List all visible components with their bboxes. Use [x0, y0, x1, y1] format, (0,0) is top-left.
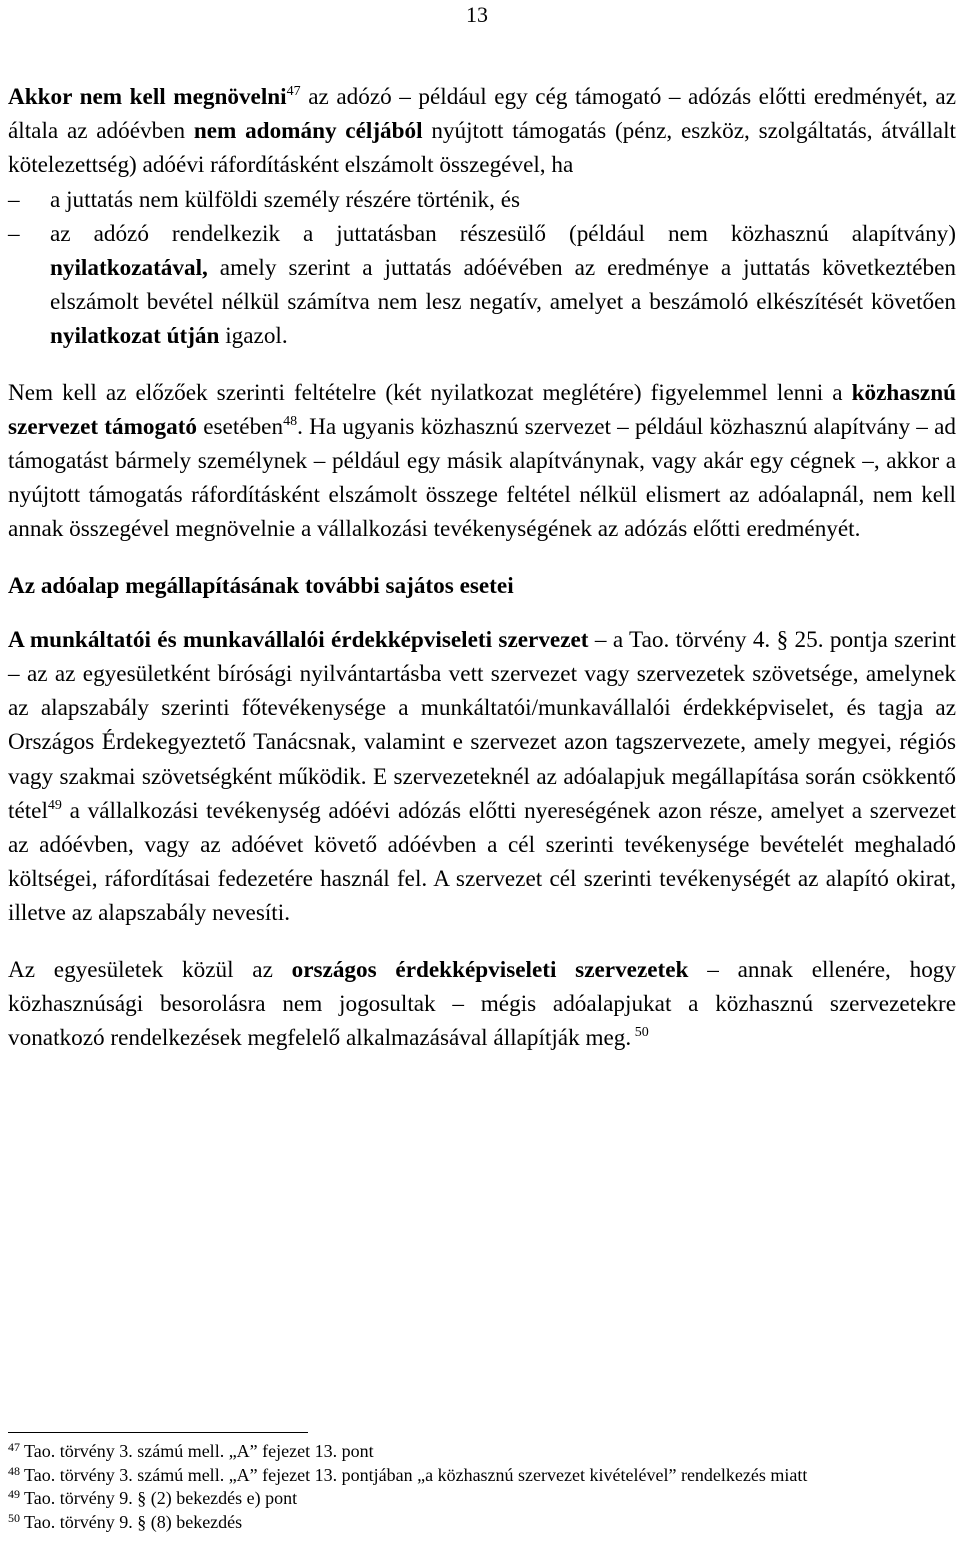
- footnote-separator: [8, 1432, 308, 1433]
- footnote-ref-48[interactable]: 48: [283, 413, 298, 429]
- list-item: – az adózó rendelkezik a juttatásban részesülő (például nem közhasznú alapítvány) nyilatkozatával, amely szerint a juttatás adóévében az eredménye a juttatás következtében elszámolt bevétel nélkül számítva nem lesz negatív, amelyet a beszámoló elkészítését követően nyilatkozat útján igazol.: [8, 217, 956, 354]
- paragraph-1: Akkor nem kell megnövelni$^{47}$ az adózó – például egy cég támogató – adózás előtti eredményét, az általa az adóévben nem adomány céljából nyújtott támogatás (pénz, eszköz, szolgáltatás, átvállalt kötelezettség) adóévi ráfordításként elszámolt összegével, ha: [8, 84, 956, 179]
- dash-bullet: –: [8, 220, 20, 247]
- footnotes: [8, 1440, 956, 1534]
- footnote-ref-47[interactable]: 47: [286, 84, 301, 99]
- paragraph-4: Az egyesületek közül az országos érdekképviseleti szervezetek – annak ellenére, hogy közhasznúsági besorolásra nem jogosultak – mégis adóalapjukat a közhasznú szervezetekre vonatkozó rendelkezések megfelelő alkalmazásával állapítják meg. $^{50}$: [8, 956, 956, 1052]
- condition-list: [8, 183, 956, 354]
- footnote: $^{50}$ Tao. törvény 9. § (8) bekezdés: [8, 1510, 243, 1532]
- footnote: $^{49}$ Tao. törvény 9. § (2) bekezdés e) pont: [8, 1487, 298, 1508]
- footnote-ref-49[interactable]: 49: [47, 797, 62, 813]
- paragraph-2: Nem kell az előzőek szerinti feltételre (két nyilatkozat meglétére) figyelemmel lenni a közhasznú szervezet támogató esetében$^{48}$. Ha ugyanis közhasznú szervezet – például közhasznú alapítvány – ad támogatást bármely személynek – például egy másik alapítványnak, vagy akár egy cégnek –, akkor a nyújtott támogatás ráfordításként elszámolt összege feltétel nélkül elismert az adóalapnál, nem kell annak összegével megnövelnie a vállalkozási tevékenységének az adózás előtti eredményét.: [8, 379, 956, 543]
- footnote-ref-50[interactable]: 50: [631, 1025, 649, 1041]
- bold-nem-adomany: nem adomány céljából: [193, 118, 423, 145]
- section-heading: Az adóalap megállapításának további sajátos esetei: [8, 572, 514, 599]
- paragraph-3: A munkáltatói és munkavállalói érdekképviseleti szervezet – a Tao. törvény 4. § 25. pontja szerint – az az egyesületként bírósági nyilvántartásba vett szervezet vagy szervezetek szövetsége, amelynek az alapszabály szerinti főtevékenysége a munkáltatói/munkavállalói érdekképviselet, és tagja az Országos Érdekegyeztető Tanácsnak, valamint e szervezet azon tagszervezete, amely megyei, régiós vagy szakmai szövetségként működik. E szervezeteknél az adóalapjuk megállapítása során csökkentő tétel$^{49}$ a vállalkozási tevékenység adóévi adózás előtti nyereségének azon része, amelyet a szervezet az adóévben, vagy az adóévet követő adóévben a cél szerinti tevékenysége bevételét meghaladó költségei, ráfordításai fedezetére használ fel. A szervezet cél szerinti tevékenységét az alapító okirat, illetve az alapszabály nevesíti.: [8, 626, 956, 927]
- document-body: [8, 80, 956, 1055]
- bold-lead: Akkor nem kell megnövelni: [8, 84, 287, 110]
- footnote: $^{48}$ Tao. törvény 3. számú mell. „A” fejezet 13. pontjában „a közhasznú szervezet kivételével” rendelkezés miatt: [8, 1463, 808, 1485]
- page-number: 13: [466, 2, 488, 27]
- list-item: – a juttatás nem külföldi személy részére történik, és: [8, 183, 956, 217]
- dash-bullet: –: [8, 186, 20, 213]
- footnote: $^{47}$ Tao. törvény 3. számú mell. „A” fejezet 13. pont: [8, 1440, 374, 1461]
